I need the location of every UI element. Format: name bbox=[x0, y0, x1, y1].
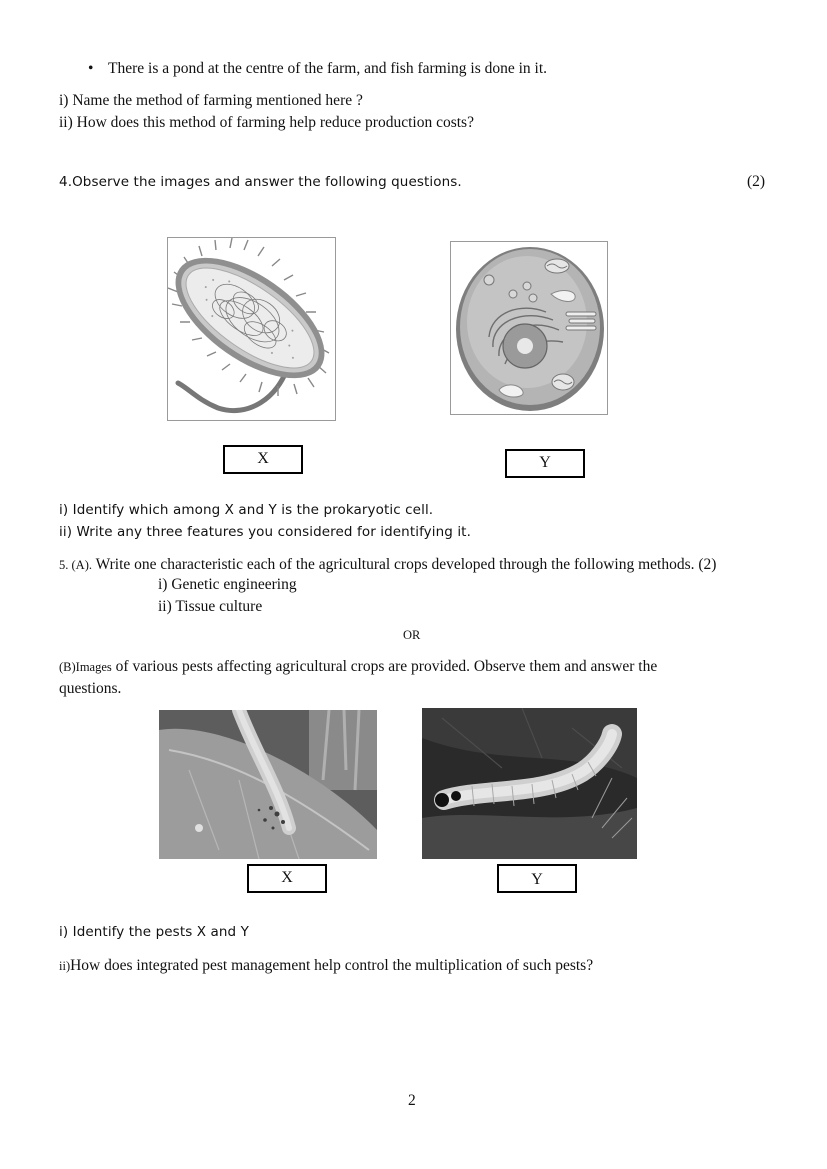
animal-cell-illustration bbox=[451, 242, 608, 415]
q5-a-number: 5. (A). bbox=[59, 558, 92, 572]
figure-y-label-box: Y bbox=[505, 449, 585, 478]
q5-b-sub-ii-prefix: ii) bbox=[59, 959, 71, 973]
figure-x-label-box: X bbox=[223, 445, 303, 474]
q4-text: 4.Observe the images and answer the following questions. bbox=[59, 174, 462, 190]
q5-b-sub-ii-text: How does integrated pest management help control the multiplication of such pests? bbox=[70, 957, 594, 974]
q3-bullet-text: There is a pond at the centre of the farm, and fish farming is done in it. bbox=[108, 60, 548, 77]
q5-b-sub-i: i) Identify the pests X and Y bbox=[59, 924, 249, 940]
q3-sub-ii: ii) How does this method of farming help reduce production costs? bbox=[59, 114, 474, 131]
bullet-marker: • bbox=[88, 60, 94, 77]
q5-b-line1 bbox=[59, 658, 657, 676]
q5-b-text-line2: questions. bbox=[59, 680, 122, 697]
q5-b-prefix: (B) bbox=[59, 660, 76, 674]
q4-marks: (2) bbox=[747, 173, 766, 190]
pest-y-label-box: Y bbox=[497, 864, 577, 893]
q4-sub-i: i) Identify which among X and Y is the prokaryotic cell. bbox=[59, 502, 434, 518]
animal-cell-figure bbox=[450, 241, 608, 415]
q5-a-item-tissue-culture: ii) Tissue culture bbox=[158, 598, 263, 615]
pest-x-photo-illustration bbox=[159, 710, 377, 859]
q4-sub-ii: ii) Write any three features you considered for identifying it. bbox=[59, 524, 471, 540]
pest-y-photo-illustration bbox=[422, 708, 637, 859]
bacterial-cell-illustration bbox=[168, 238, 336, 421]
q5-b-prefix-small: Images bbox=[75, 660, 112, 674]
q5-a-text: Write one characteristic each of the agricultural crops developed through the following methods. (2) bbox=[95, 556, 717, 573]
pest-y-photo bbox=[422, 708, 637, 859]
bacterial-cell-figure bbox=[167, 237, 336, 421]
q5-b-text-line1: of various pests affecting agricultural crops are provided. Observe them and answer the bbox=[115, 658, 658, 675]
page-number: 2 bbox=[408, 1092, 416, 1109]
q5-or-separator: OR bbox=[403, 628, 421, 642]
q3-sub-i: i) Name the method of farming mentioned here ? bbox=[59, 92, 363, 109]
pest-x-label-box: X bbox=[247, 864, 327, 893]
pest-x-photo bbox=[159, 710, 377, 859]
q5-a-line bbox=[59, 556, 716, 574]
q5-b-sub-ii-line bbox=[59, 957, 593, 975]
q5-a-item-genetic-engineering: i) Genetic engineering bbox=[158, 576, 297, 593]
